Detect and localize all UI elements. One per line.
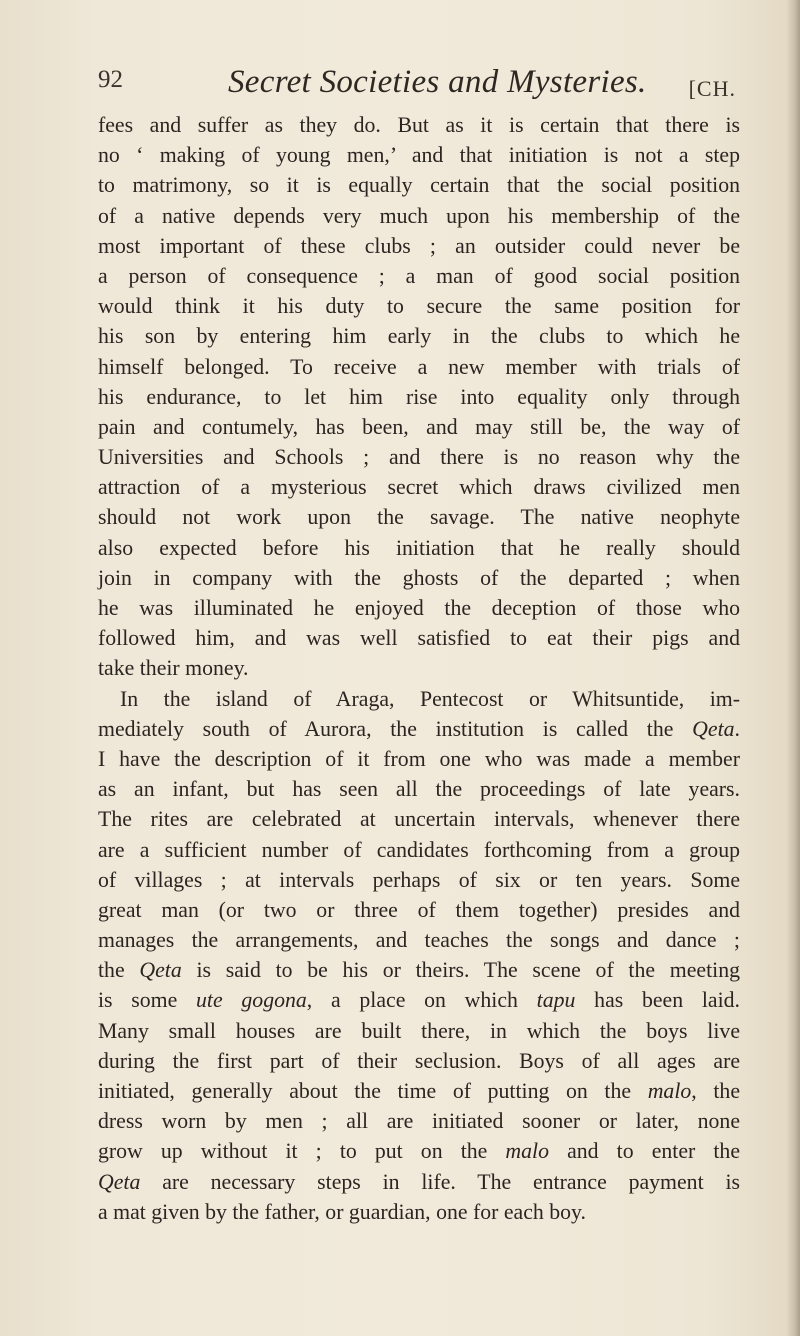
text-line — [98, 1136, 740, 1166]
text-line — [98, 382, 740, 412]
text-line — [98, 110, 740, 140]
text-line — [98, 170, 740, 200]
text-segment: initiated, generally about the time of putting on the — [98, 1079, 648, 1103]
text-segment: mediately south of Aurora, the institution is called the — [98, 716, 693, 741]
text-line — [98, 774, 740, 804]
text-segment: no ‘ making of young men,’ and that initiation is not a step — [98, 143, 740, 168]
text-line — [98, 472, 740, 502]
text-line — [98, 925, 740, 955]
text-segment: followed him, and was well satisfied to eat their pigs and — [98, 626, 740, 651]
text-line — [98, 684, 740, 714]
text-line — [98, 835, 740, 865]
text-line — [98, 231, 740, 261]
text-line — [98, 201, 740, 231]
text-segment: take their money. — [98, 656, 249, 681]
chapter-marker: [CH. — [688, 76, 736, 101]
text-line — [98, 895, 740, 925]
text-line — [98, 804, 740, 834]
text-segment: a mat given by the father, or guardian, one for each boy. — [98, 1199, 586, 1224]
text-segment: and to enter the — [549, 1139, 740, 1164]
text-segment: I have the description of it from one who was made a member — [98, 746, 740, 771]
text-line — [98, 744, 740, 774]
text-line — [98, 865, 740, 895]
text-segment: grow up without it ; to put on the — [98, 1139, 506, 1164]
text-line — [98, 352, 740, 382]
text-segment: also expected before his initiation that he really should — [98, 535, 740, 560]
text-line — [98, 1076, 740, 1106]
text-segment: himself belonged. To receive a new member with trials of — [98, 354, 740, 379]
text-segment: dress worn by men ; all are initiated sooner or later, none — [98, 1109, 740, 1134]
text-line — [98, 291, 740, 321]
text-line — [98, 1016, 740, 1046]
text-segment: , a place on which — [306, 988, 537, 1013]
text-line — [98, 1167, 740, 1197]
text-line — [98, 140, 740, 170]
text-line — [98, 1197, 740, 1227]
text-segment: pain and contumely, has been, and may still be, the way of — [98, 414, 740, 439]
italic-term: Qeta — [139, 958, 182, 983]
text-segment: his son by entering him early in the clubs to which he — [98, 324, 740, 349]
text-segment: his endurance, to let him rise into equality only through — [98, 384, 740, 409]
text-segment: as an infant, but has seen all the proceedings of late years. — [98, 777, 740, 802]
text-segment: In the island of Araga, Pentecost or Whitsuntide, im- — [120, 686, 740, 711]
text-segment: manages the arrangements, and teaches the songs and dance ; — [98, 928, 740, 953]
text-segment: Many small houses are built there, in which the boys live — [98, 1018, 740, 1043]
text-line — [98, 442, 740, 472]
text-segment: should not work upon the savage. The native neophyte — [98, 505, 740, 530]
text-segment: is some — [98, 988, 197, 1013]
text-line — [98, 593, 740, 623]
italic-term: malo — [647, 1079, 692, 1103]
text-line — [98, 533, 740, 563]
text-segment: Universities and Schools ; and there is no reason why the — [98, 445, 740, 470]
text-segment: are necessary steps in life. The entrance payment is — [140, 1169, 740, 1194]
text-line — [98, 623, 740, 653]
italic-term: Qeta — [98, 1169, 141, 1194]
text-segment: attraction of a mysterious secret which draws civilized men — [98, 475, 740, 500]
page-number: 92 — [98, 66, 123, 93]
text-segment: during the first part of their seclusion. Boys of all ages are — [98, 1048, 740, 1073]
text-segment: the — [98, 958, 140, 983]
text-line — [98, 412, 740, 442]
text-segment: of villages ; at intervals perhaps of six or ten years. Some — [98, 867, 740, 892]
text-segment: he was illuminated he enjoyed the deception of those who — [98, 596, 740, 620]
running-title: Secret Societies and Mysteries. — [228, 64, 647, 100]
italic-term: Qeta — [692, 716, 735, 741]
italic-term: ute gogona — [196, 988, 307, 1013]
text-line — [98, 261, 740, 291]
paragraph — [98, 684, 740, 1227]
text-segment: would think it his duty to secure the same position for — [98, 294, 740, 319]
text-line — [98, 502, 740, 532]
text-line — [98, 1046, 740, 1076]
text-segment: has been laid. — [575, 988, 740, 1013]
text-segment: are a sufficient number of candidates forthcoming from a group — [98, 837, 740, 862]
text-line — [98, 563, 740, 593]
text-segment: most important of these clubs ; an outsider could never be — [98, 233, 740, 258]
italic-term: malo — [505, 1139, 550, 1164]
text-line — [98, 985, 740, 1015]
text-segment: , the — [691, 1079, 740, 1103]
text-segment: of a native depends very much upon his membership of the — [98, 203, 740, 228]
running-head — [98, 64, 738, 114]
text-segment: fees and suffer as they do. But as it is certain that there is — [98, 113, 740, 137]
text-segment: The rites are celebrated at uncertain intervals, whenever there — [98, 807, 740, 832]
page-edge-shadow — [786, 0, 800, 1336]
text-line — [98, 321, 740, 351]
text-line — [98, 653, 740, 683]
text-segment: join in company with the ghosts of the departed ; when — [98, 565, 740, 590]
text-segment: a person of consequence ; a man of good social position — [98, 263, 740, 288]
text-segment: to matrimony, so it is equally certain that the social position — [98, 173, 740, 198]
text-line — [98, 955, 740, 985]
italic-term: tapu — [536, 988, 576, 1013]
body-text — [98, 110, 740, 1227]
text-segment: is said to be his or theirs. The scene of the meeting — [181, 958, 740, 983]
text-line — [98, 1106, 740, 1136]
text-segment: . — [734, 716, 740, 741]
paragraph — [98, 110, 740, 684]
text-line — [98, 714, 740, 744]
text-segment: great man (or two or three of them together) presides and — [98, 897, 740, 922]
